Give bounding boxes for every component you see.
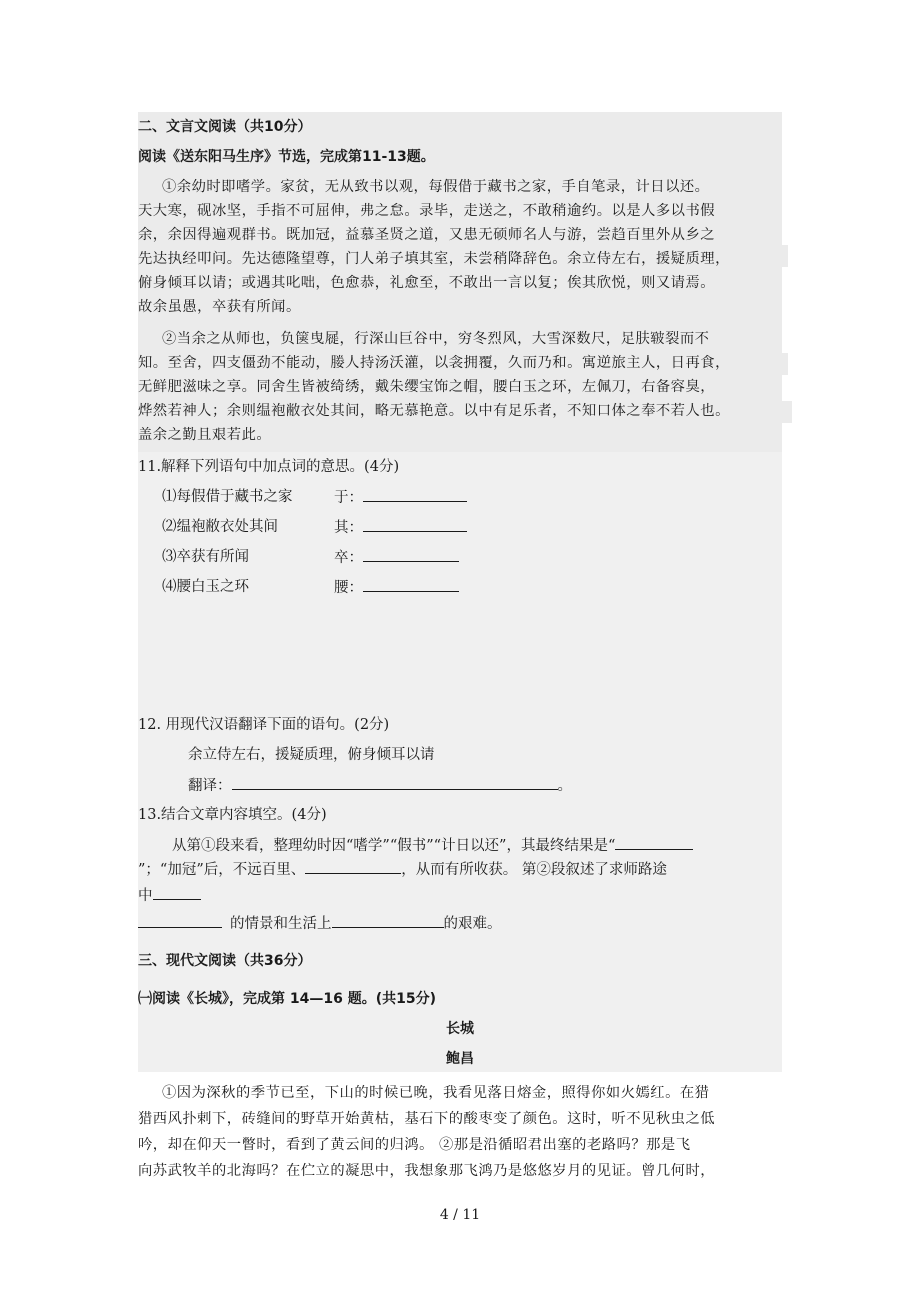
answer-blank[interactable] <box>153 884 201 900</box>
article-line: ①因为深秋的季节已至，下山的时候已晚，我看见落日熔金，照得你如火嫣红。在猎 <box>162 1085 710 1101</box>
answer-blank[interactable] <box>363 546 459 562</box>
para2-line: 知。至舍，四支僵劲不能动，媵人持汤沃灌，以衾拥覆，久而乃和。寓逆旅主人，日再食， <box>138 355 730 371</box>
q13-stem: 13.结合文章内容填空。(4分) <box>138 807 327 823</box>
section2-heading: 二、文言文阅读（共10分） <box>138 119 312 135</box>
q11-word: 于： <box>334 486 467 509</box>
answer-blank[interactable] <box>305 858 401 874</box>
q12-stem: 12. 用现代汉语翻译下面的语句。(2分) <box>138 717 390 733</box>
page-number: 4 / 11 <box>439 1207 481 1223</box>
answer-blank[interactable] <box>232 774 558 790</box>
q13-line2: ”；“加冠”后，不远百里、 ，从而有所收获。 第②段叙述了求师路途 <box>138 858 667 881</box>
q11-item: ⑴每假借于藏书之家 <box>162 489 293 505</box>
article-author: 鲍昌 <box>446 1051 474 1067</box>
para1-line: 先达执经叩问。先达德隆望尊，门人弟子填其室，未尝稍降辞色。余立侍左右，援疑质理， <box>138 251 730 267</box>
q11-word: 其： <box>334 516 467 539</box>
q11-word: 腰： <box>334 576 459 599</box>
q11-word: 卒： <box>334 546 459 569</box>
article-line: 吟，却在仰天一瞥时，看到了黄云间的归鸿。 ②那是沿循昭君出塞的老路吗？那是飞 <box>138 1137 691 1153</box>
answer-blank[interactable] <box>363 486 467 502</box>
answer-blank[interactable] <box>615 834 693 850</box>
para2-line: 无鲜肥滋味之享。同舍生皆被绮绣，戴朱缨宝饰之帽，腰白玉之环，左佩刀，右备容臭， <box>138 379 716 395</box>
para1-line: 天大寒，砚冰坚，手指不可屈伸，弗之怠。录毕，走送之，不敢稍逾约。以是人多以书假 <box>138 203 716 219</box>
para1-line: 俯身倾耳以请；或遇其叱咄，色愈恭，礼愈至，不敢出一言以复；俟其欣悦，则又请焉。 <box>138 275 716 291</box>
q12-translate: 翻译： 。 <box>188 774 572 797</box>
article-line: 向苏武牧羊的北海吗？在伫立的凝思中，我想象那飞鸿乃是悠悠岁月的见证。曾几何时， <box>138 1163 716 1179</box>
section3-heading: 三、现代文阅读（共36分） <box>138 953 312 969</box>
answer-blank[interactable] <box>138 912 222 928</box>
section2-instruction: 阅读《送东阳马生序》节选，完成第11-13题。 <box>138 149 435 165</box>
shade-section2-ext2 <box>782 353 788 375</box>
answer-blank[interactable] <box>363 576 459 592</box>
para2-line: 烨然若神人；余则缊袍敝衣处其间，略无慕艳意。以中有足乐者，不知口体之奉不若人也。 <box>138 403 730 419</box>
article-title: 长城 <box>446 1021 474 1037</box>
para1-line: 余，余因得遍观群书。既加冠，益慕圣贤之道，又患无硕师名人与游，尝趋百里外从乡之 <box>138 227 716 243</box>
answer-blank[interactable] <box>332 912 444 928</box>
q11-item: ⑶卒获有所闻 <box>162 549 249 565</box>
q12-sentence: 余立侍左右，援疑质理，俯身倾耳以请 <box>188 747 435 763</box>
q11-item: ⑷腰白玉之环 <box>162 579 249 595</box>
section3-sub: ㈠阅读《长城》，完成第 14—16 题。(共15分) <box>138 991 436 1007</box>
para2-line: 盖余之勤且艰若此。 <box>138 427 272 443</box>
q13-line1: 从第①段来看，整理幼时因“嗜学”“假书”“计日以还”，其最终结果是“ <box>172 834 693 857</box>
para2-line: ②当余之从师也，负箧曳屣，行深山巨谷中，穷冬烈风，大雪深数尺，足肤皲裂而不 <box>162 331 710 347</box>
shade-section2-ext3 <box>782 401 792 423</box>
q13-line3: 中 <box>138 884 201 907</box>
q13-line4: 的情景和生活上 的艰难。 <box>138 912 502 935</box>
para1-line: ①余幼时即嗜学。家贫，无从致书以观，每假借于藏书之家，手自笔录，计日以还。 <box>162 179 710 195</box>
article-line: 猎西风扑剌下，砖缝间的野草开始黄枯，基石下的酸枣变了颜色。这时，听不见秋虫之低 <box>138 1111 716 1127</box>
answer-blank[interactable] <box>363 516 467 532</box>
para1-line: 故余虽愚，卒获有所闻。 <box>138 299 301 315</box>
q11-item: ⑵缊袍敝衣处其间 <box>162 519 278 535</box>
shade-section2-ext <box>782 245 788 267</box>
q11-stem: 11.解释下列语句中加点词的意思。(4分) <box>138 459 400 475</box>
